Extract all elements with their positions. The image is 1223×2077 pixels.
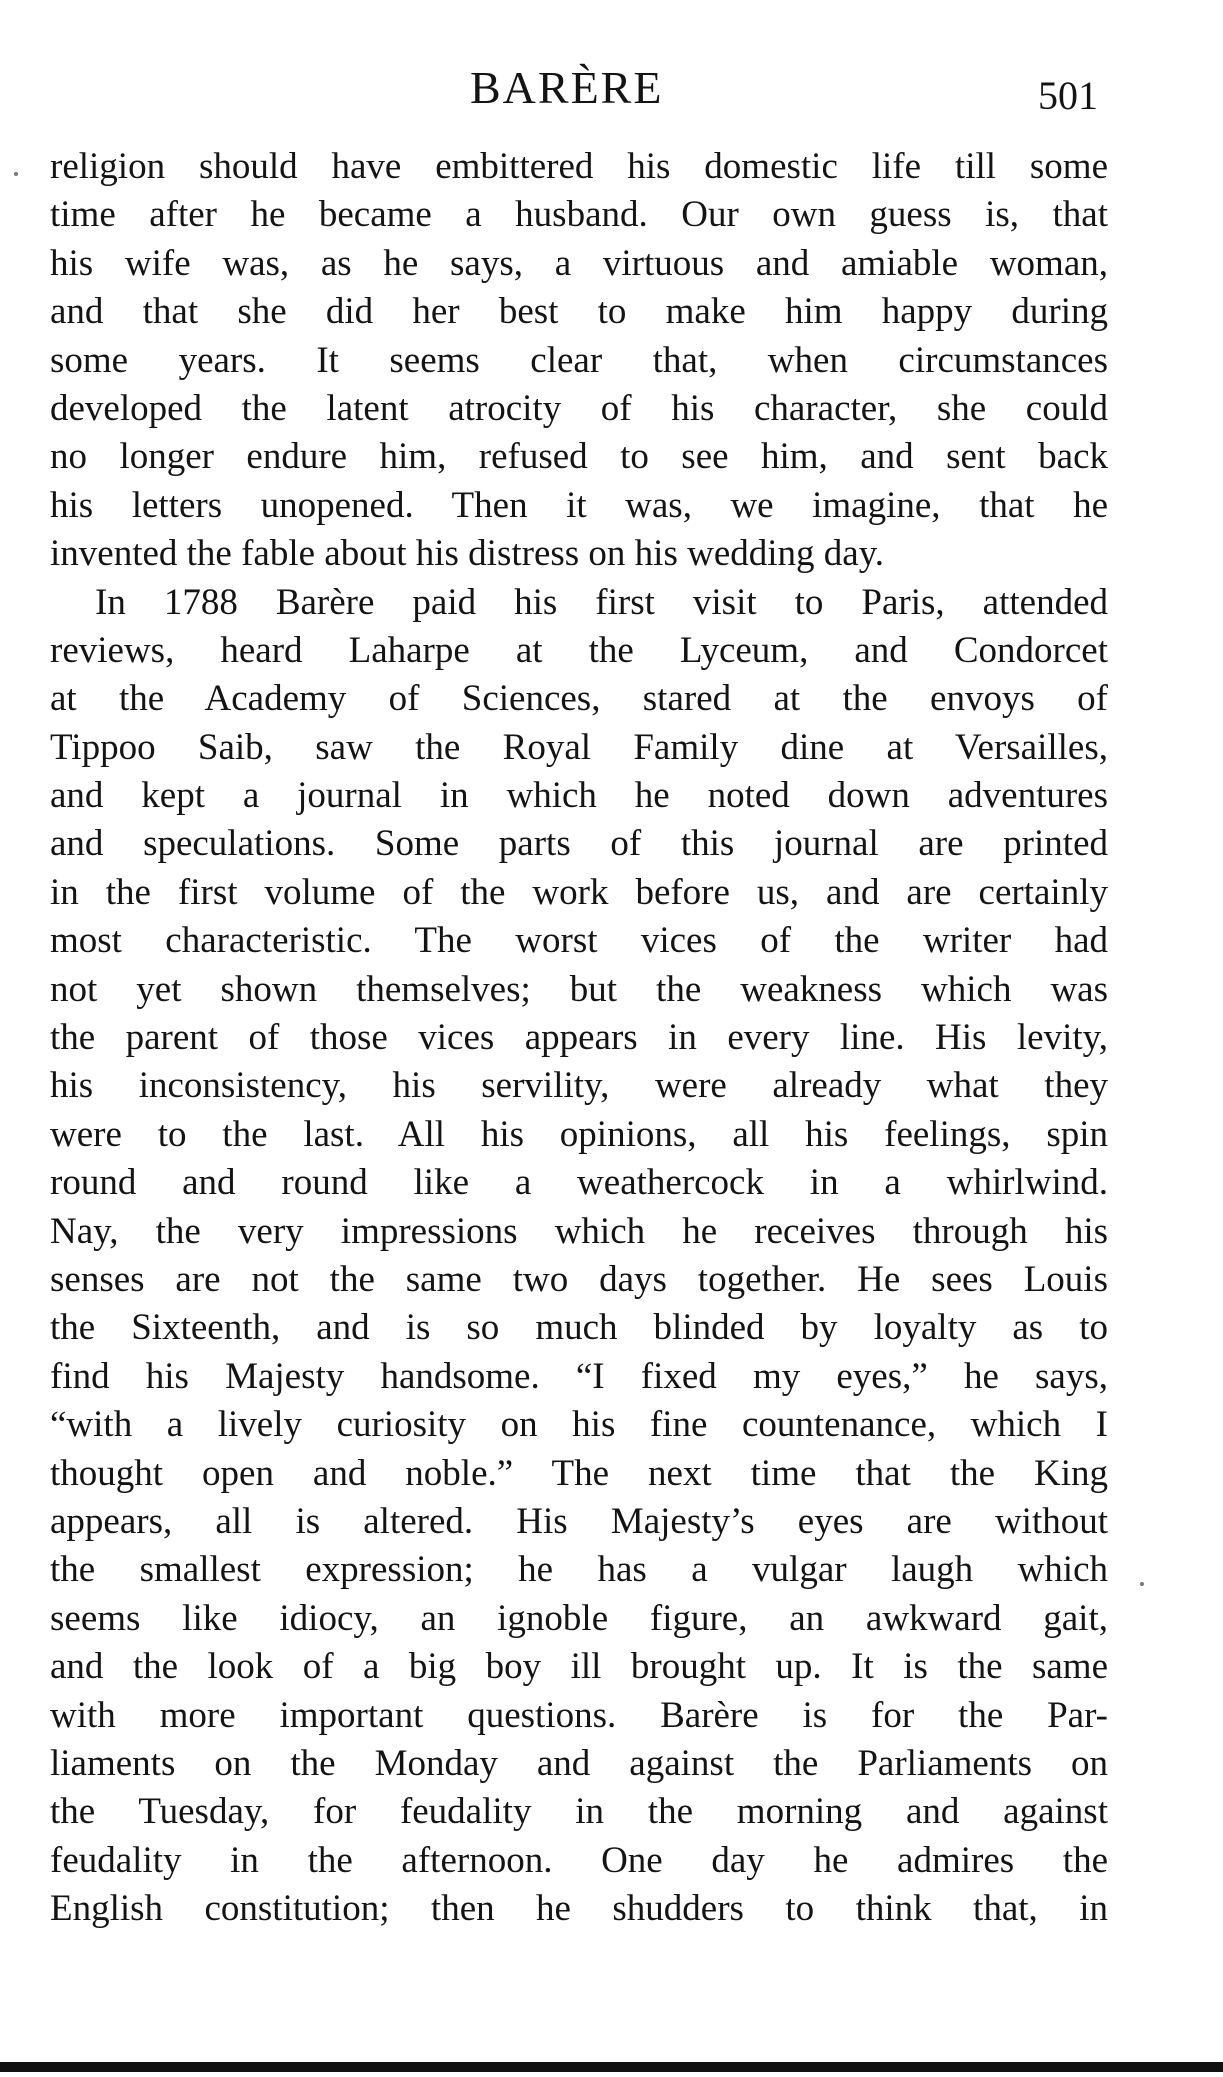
text-line: developed the latent atrocity of his character, she could xyxy=(50,387,1108,429)
text-line: appears, all is altered. His Majesty’s eyes are without xyxy=(50,1500,1108,1542)
text-line: “with a lively curiosity on his fine countenance, which I xyxy=(50,1404,1108,1446)
text-line: Tippoo Saib, saw the Royal Family dine at Versailles, xyxy=(50,726,1108,768)
running-title: BARÈRE xyxy=(470,62,664,113)
text-line: no longer endure him, refused to see him, and sent back xyxy=(50,436,1108,478)
text-line: most characteristic. The worst vices of the writer had xyxy=(50,920,1108,962)
text-line: round and round like a weathercock in a whirlwind. xyxy=(50,1162,1108,1204)
text-line: feudality in the afternoon. One day he admires the xyxy=(50,1839,1108,1881)
text-line: the Tuesday, for feudality in the morning and against xyxy=(50,1791,1108,1833)
text-line: senses are not the same two days together. He sees Louis xyxy=(50,1258,1108,1300)
margin-speck xyxy=(14,172,18,176)
text-line: were to the last. All his opinions, all his feelings, spin xyxy=(50,1113,1108,1155)
text-line: in the first volume of the work before us, and are certainly xyxy=(50,871,1108,913)
text-line: and kept a journal in which he noted down adventures xyxy=(50,775,1108,817)
body-text xyxy=(50,143,1108,1933)
text-line: the parent of those vices appears in every line. His levity, xyxy=(50,1017,1108,1059)
text-line: time after he became a husband. Our own guess is, that xyxy=(50,194,1108,236)
text-line: the smallest expression; he has a vulgar laugh which xyxy=(50,1549,1108,1591)
bottom-rule xyxy=(0,2062,1223,2072)
text-line: find his Majesty handsome. “I fixed my eyes,” he says, xyxy=(50,1355,1108,1397)
text-line: religion should have embittered his domestic life till some xyxy=(50,146,1108,187)
text-line: at the Academy of Sciences, stared at the envoys of xyxy=(50,678,1108,720)
page-number: 501 xyxy=(1038,73,1098,118)
paragraph-last-line: invented the fable about his distress on his wedding day. xyxy=(50,533,885,575)
text-line: thought open and noble.” The next time that the King xyxy=(50,1452,1108,1494)
text-line: English constitution; then he shudders to think that, in xyxy=(50,1888,1108,1930)
text-line: his inconsistency, his servility, were already what they xyxy=(50,1065,1108,1107)
text-line: the Sixteenth, and is so much blinded by loyalty as to xyxy=(50,1307,1108,1349)
text-line: his letters unopened. Then it was, we imagine, that he xyxy=(50,484,1108,526)
text-line: some years. It seems clear that, when circumstances xyxy=(50,339,1108,381)
text-line: and that she did her best to make him happy during xyxy=(50,291,1108,333)
text-line: his wife was, as he says, a virtuous and amiable woman, xyxy=(50,242,1108,284)
text-line: seems like idiocy, an ignoble figure, an awkward gait, xyxy=(50,1597,1108,1639)
text-line: liaments on the Monday and against the Parliaments on xyxy=(50,1742,1108,1784)
text-line: not yet shown themselves; but the weakness which was xyxy=(50,968,1108,1010)
text-line: with more important questions. Barère is for the Par- xyxy=(50,1694,1108,1736)
running-head xyxy=(0,58,1223,118)
paragraph-first-line: In 1788 Barère paid his first visit to Paris, attended xyxy=(95,581,1108,623)
text-line: reviews, heard Laharpe at the Lyceum, and Condorcet xyxy=(50,629,1108,671)
text-line: Nay, the very impressions which he receives through his xyxy=(50,1210,1108,1252)
text-line: and speculations. Some parts of this journal are printed xyxy=(50,823,1108,865)
text-line: and the look of a big boy ill brought up. It is the same xyxy=(50,1646,1108,1688)
margin-speck xyxy=(1140,1582,1144,1586)
